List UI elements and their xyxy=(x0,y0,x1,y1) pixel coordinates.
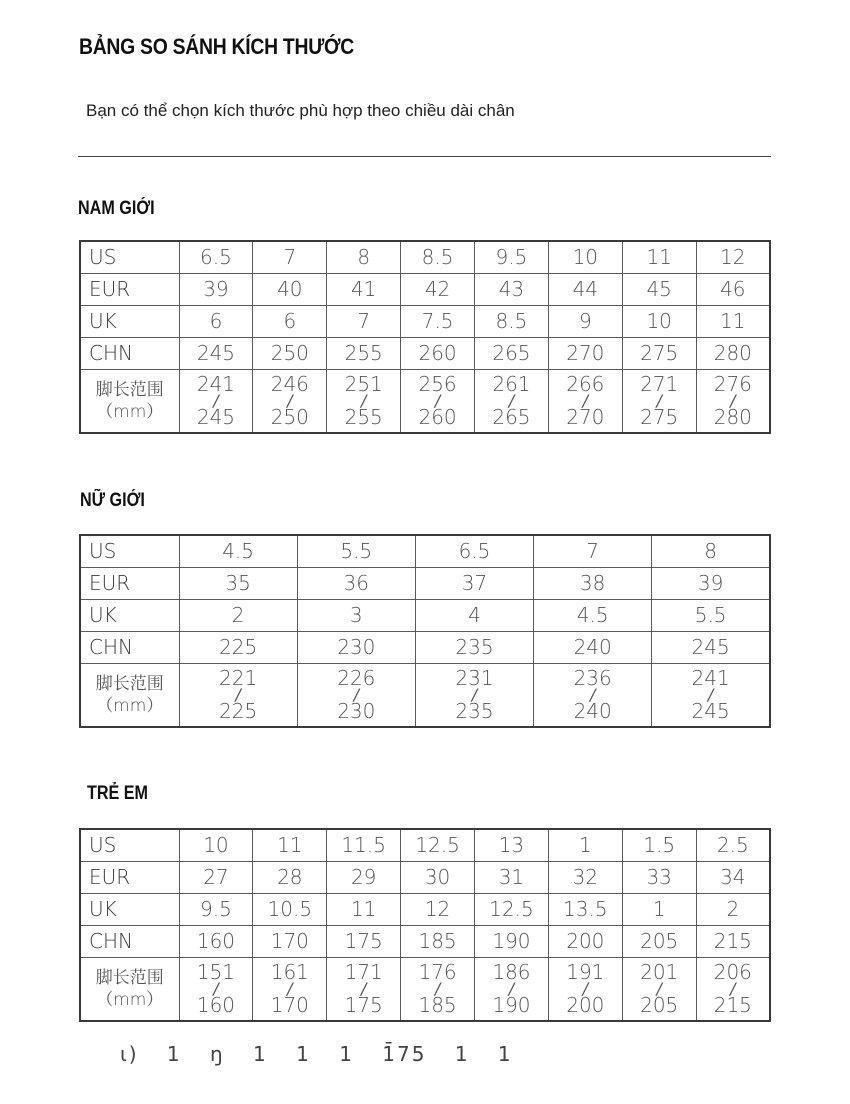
size-cell: 12 xyxy=(401,894,475,926)
size-cell: 270 xyxy=(548,338,622,370)
range-to: 215 xyxy=(713,993,752,1017)
size-cell: 11.5 xyxy=(327,829,401,862)
range-separator: / xyxy=(730,391,736,410)
size-cell: 8.5 xyxy=(475,306,549,338)
size-cell: 32 xyxy=(548,862,622,894)
size-cell: 12.5 xyxy=(475,894,549,926)
size-cell: 235 xyxy=(415,632,533,664)
page-subtitle: Bạn có thể chọn kích thước phù hợp theo chiều dài chân xyxy=(86,101,515,120)
foot-length-cell xyxy=(415,664,533,728)
chn-row xyxy=(80,338,770,370)
foot-length-cell xyxy=(179,370,253,434)
size-cell: 280 xyxy=(696,338,770,370)
range-from: 231 xyxy=(455,666,494,690)
size-cell: 275 xyxy=(622,338,696,370)
range-separator: / xyxy=(730,979,736,998)
size-cell: 41 xyxy=(327,274,401,306)
size-cell: 10 xyxy=(622,306,696,338)
foot-length-cell xyxy=(401,370,475,434)
range-from: 246 xyxy=(270,372,309,396)
size-cell: 39 xyxy=(179,274,253,306)
row-label: US xyxy=(80,241,179,274)
range-to: 275 xyxy=(640,405,679,429)
size-cell: 40 xyxy=(253,274,327,306)
range-from: 191 xyxy=(566,960,605,984)
size-cell: 28 xyxy=(253,862,327,894)
size-cell: 5.5 xyxy=(297,535,415,568)
size-cell: 7 xyxy=(534,535,652,568)
range-from: 161 xyxy=(270,960,309,984)
range-from: 236 xyxy=(573,666,612,690)
uk-row xyxy=(80,600,770,632)
foot-length-cell xyxy=(475,958,549,1022)
range-separator: / xyxy=(434,391,441,410)
size-cell: 35 xyxy=(179,568,297,600)
size-cell: 12 xyxy=(696,241,770,274)
size-cell: 11 xyxy=(327,894,401,926)
size-cell: 2.5 xyxy=(696,829,770,862)
size-cell: 225 xyxy=(179,632,297,664)
size-cell: 5.5 xyxy=(652,600,770,632)
foot-length-cell xyxy=(548,370,622,434)
size-cell: 200 xyxy=(548,926,622,958)
size-cell: 1 xyxy=(622,894,696,926)
foot-length-cell xyxy=(696,958,770,1022)
range-from: 151 xyxy=(196,960,236,984)
size-cell: 43 xyxy=(475,274,549,306)
size-cell: 170 xyxy=(253,926,327,958)
range-from: 186 xyxy=(492,960,531,984)
size-cell: 44 xyxy=(548,274,622,306)
size-cell: 7 xyxy=(327,306,401,338)
men-heading: NAM GIỚI xyxy=(78,198,155,219)
us-row xyxy=(80,829,770,862)
range-to: 240 xyxy=(573,699,612,723)
size-cell: 4 xyxy=(415,600,533,632)
range-to: 245 xyxy=(196,405,236,429)
foot-length-label-unit: （mm） xyxy=(96,990,164,1010)
range-to: 245 xyxy=(691,699,730,723)
range-to: 260 xyxy=(418,405,457,429)
size-cell: 1.5 xyxy=(622,829,696,862)
foot-length-label xyxy=(80,958,179,1022)
range-separator: / xyxy=(360,391,367,410)
row-label: US xyxy=(80,829,179,862)
chn-row xyxy=(80,926,770,958)
size-cell: 11 xyxy=(622,241,696,274)
range-from: 261 xyxy=(492,372,531,396)
size-cell: 10 xyxy=(179,829,253,862)
eur-row xyxy=(80,862,770,894)
size-cell: 33 xyxy=(622,862,696,894)
women-heading: NỮ GIỚI xyxy=(80,490,145,511)
foot-length-cell xyxy=(622,370,696,434)
page-title: BẢNG SO SÁNH KÍCH THƯỚC xyxy=(79,34,354,59)
range-separator: / xyxy=(656,391,662,410)
size-cell: 230 xyxy=(297,632,415,664)
range-to: 250 xyxy=(270,405,309,429)
range-to: 175 xyxy=(344,993,383,1017)
uk-row xyxy=(80,894,770,926)
foot-length-row xyxy=(80,370,770,434)
row-label: UK xyxy=(80,600,179,632)
foot-length-cell xyxy=(622,958,696,1022)
size-cell: 215 xyxy=(696,926,770,958)
range-from: 171 xyxy=(344,960,383,984)
foot-length-cell xyxy=(179,958,253,1022)
size-cell: 6 xyxy=(253,306,327,338)
foot-length-label-unit: （mm） xyxy=(96,402,164,422)
size-cell: 42 xyxy=(401,274,475,306)
range-separator: / xyxy=(434,979,441,998)
size-cell: 4.5 xyxy=(179,535,297,568)
row-label: UK xyxy=(80,894,179,926)
size-cell: 8 xyxy=(652,535,770,568)
size-cell: 205 xyxy=(622,926,696,958)
range-to: 225 xyxy=(219,699,258,723)
foot-length-row xyxy=(80,958,770,1022)
kids-size-table xyxy=(79,828,771,1022)
uk-row xyxy=(80,306,770,338)
foot-length-label-cn: 脚长范围 xyxy=(95,968,164,988)
range-separator: / xyxy=(287,391,293,410)
row-label: CHN xyxy=(80,338,179,370)
women-size-table xyxy=(79,534,771,728)
row-label: EUR xyxy=(80,862,179,894)
range-separator: / xyxy=(235,685,241,704)
size-cell: 9.5 xyxy=(475,241,549,274)
range-from: 241 xyxy=(691,666,730,690)
range-from: 221 xyxy=(219,666,258,690)
range-separator: / xyxy=(656,979,662,998)
foot-length-label xyxy=(80,664,179,728)
size-cell: 10 xyxy=(548,241,622,274)
size-cell: 260 xyxy=(401,338,475,370)
size-cell: 8.5 xyxy=(401,241,475,274)
size-cell: 2 xyxy=(179,600,297,632)
size-cell: 45 xyxy=(622,274,696,306)
size-cell: 31 xyxy=(475,862,549,894)
eur-row xyxy=(80,568,770,600)
kids-heading: TRẺ EM xyxy=(87,783,149,804)
foot-length-cell xyxy=(179,664,297,728)
range-separator: / xyxy=(471,685,478,704)
range-separator: / xyxy=(582,979,588,998)
cropped-text-fragment: ι) 1 ŋ 1 1 1 1̄75 1 1 xyxy=(120,1042,513,1066)
foot-length-cell xyxy=(548,958,622,1022)
size-cell: 185 xyxy=(401,926,475,958)
row-label: EUR xyxy=(80,568,179,600)
size-cell: 6.5 xyxy=(415,535,533,568)
size-cell: 9.5 xyxy=(179,894,253,926)
range-from: 266 xyxy=(566,372,605,396)
header-divider xyxy=(78,156,771,157)
size-cell: 34 xyxy=(696,862,770,894)
foot-length-cell xyxy=(696,370,770,434)
size-cell: 6.5 xyxy=(179,241,253,274)
us-row xyxy=(80,241,770,274)
row-label: CHN xyxy=(80,632,179,664)
size-cell: 175 xyxy=(327,926,401,958)
size-cell: 13.5 xyxy=(548,894,622,926)
range-to: 160 xyxy=(196,993,236,1017)
men-size-table xyxy=(79,240,771,434)
foot-length-cell xyxy=(297,664,415,728)
size-cell: 46 xyxy=(696,274,770,306)
range-separator: / xyxy=(508,979,515,998)
foot-length-cell xyxy=(327,370,401,434)
range-from: 176 xyxy=(418,960,457,984)
size-cell: 36 xyxy=(297,568,415,600)
range-to: 265 xyxy=(492,405,531,429)
us-row xyxy=(80,535,770,568)
size-cell: 27 xyxy=(179,862,253,894)
foot-length-label-unit: （mm） xyxy=(96,696,164,716)
size-cell: 255 xyxy=(327,338,401,370)
foot-length-cell xyxy=(253,370,327,434)
size-cell: 38 xyxy=(534,568,652,600)
range-separator: / xyxy=(213,979,219,998)
range-separator: / xyxy=(707,685,714,704)
size-cell: 39 xyxy=(652,568,770,600)
range-separator: / xyxy=(287,979,293,998)
chn-row xyxy=(80,632,770,664)
size-cell: 240 xyxy=(534,632,652,664)
size-cell: 13 xyxy=(475,829,549,862)
range-from: 226 xyxy=(337,666,376,690)
range-to: 255 xyxy=(344,405,383,429)
size-cell: 30 xyxy=(401,862,475,894)
range-from: 256 xyxy=(418,372,457,396)
foot-length-row xyxy=(80,664,770,728)
range-from: 251 xyxy=(344,372,383,396)
range-to: 270 xyxy=(566,405,605,429)
foot-length-label xyxy=(80,370,179,434)
range-to: 280 xyxy=(713,405,752,429)
foot-length-cell xyxy=(475,370,549,434)
row-label: UK xyxy=(80,306,179,338)
size-cell: 245 xyxy=(652,632,770,664)
foot-length-cell xyxy=(401,958,475,1022)
size-cell: 1 xyxy=(548,829,622,862)
range-separator: / xyxy=(582,391,588,410)
size-cell: 2 xyxy=(696,894,770,926)
range-from: 241 xyxy=(196,372,236,396)
size-cell: 250 xyxy=(253,338,327,370)
size-cell: 11 xyxy=(696,306,770,338)
range-from: 271 xyxy=(640,372,679,396)
range-to: 170 xyxy=(270,993,309,1017)
eur-row xyxy=(80,274,770,306)
size-cell: 4.5 xyxy=(534,600,652,632)
size-cell: 6 xyxy=(179,306,253,338)
size-cell: 8 xyxy=(327,241,401,274)
size-cell: 3 xyxy=(297,600,415,632)
range-to: 230 xyxy=(337,699,376,723)
size-cell: 9 xyxy=(548,306,622,338)
foot-length-cell xyxy=(253,958,327,1022)
size-cell: 37 xyxy=(415,568,533,600)
range-separator: / xyxy=(353,685,359,704)
range-separator: / xyxy=(213,391,219,410)
range-to: 200 xyxy=(566,993,605,1017)
range-from: 206 xyxy=(713,960,752,984)
size-cell: 7 xyxy=(253,241,327,274)
range-to: 235 xyxy=(455,699,494,723)
size-cell: 7.5 xyxy=(401,306,475,338)
size-cell: 10.5 xyxy=(253,894,327,926)
foot-length-label-cn: 脚长范围 xyxy=(95,674,164,694)
size-cell: 29 xyxy=(327,862,401,894)
size-cell: 11 xyxy=(253,829,327,862)
range-to: 190 xyxy=(492,993,531,1017)
range-separator: / xyxy=(589,685,596,704)
range-to: 185 xyxy=(418,993,457,1017)
foot-length-label-cn: 脚长范围 xyxy=(95,380,164,400)
range-from: 276 xyxy=(713,372,752,396)
size-cell: 265 xyxy=(475,338,549,370)
foot-length-cell xyxy=(652,664,770,728)
foot-length-cell xyxy=(534,664,652,728)
row-label: EUR xyxy=(80,274,179,306)
size-cell: 190 xyxy=(475,926,549,958)
range-from: 201 xyxy=(640,960,679,984)
row-label: US xyxy=(80,535,179,568)
foot-length-cell xyxy=(327,958,401,1022)
range-to: 205 xyxy=(640,993,679,1017)
range-separator: / xyxy=(508,391,515,410)
range-separator: / xyxy=(360,979,367,998)
size-cell: 12.5 xyxy=(401,829,475,862)
size-cell: 160 xyxy=(179,926,253,958)
size-cell: 245 xyxy=(179,338,253,370)
row-label: CHN xyxy=(80,926,179,958)
